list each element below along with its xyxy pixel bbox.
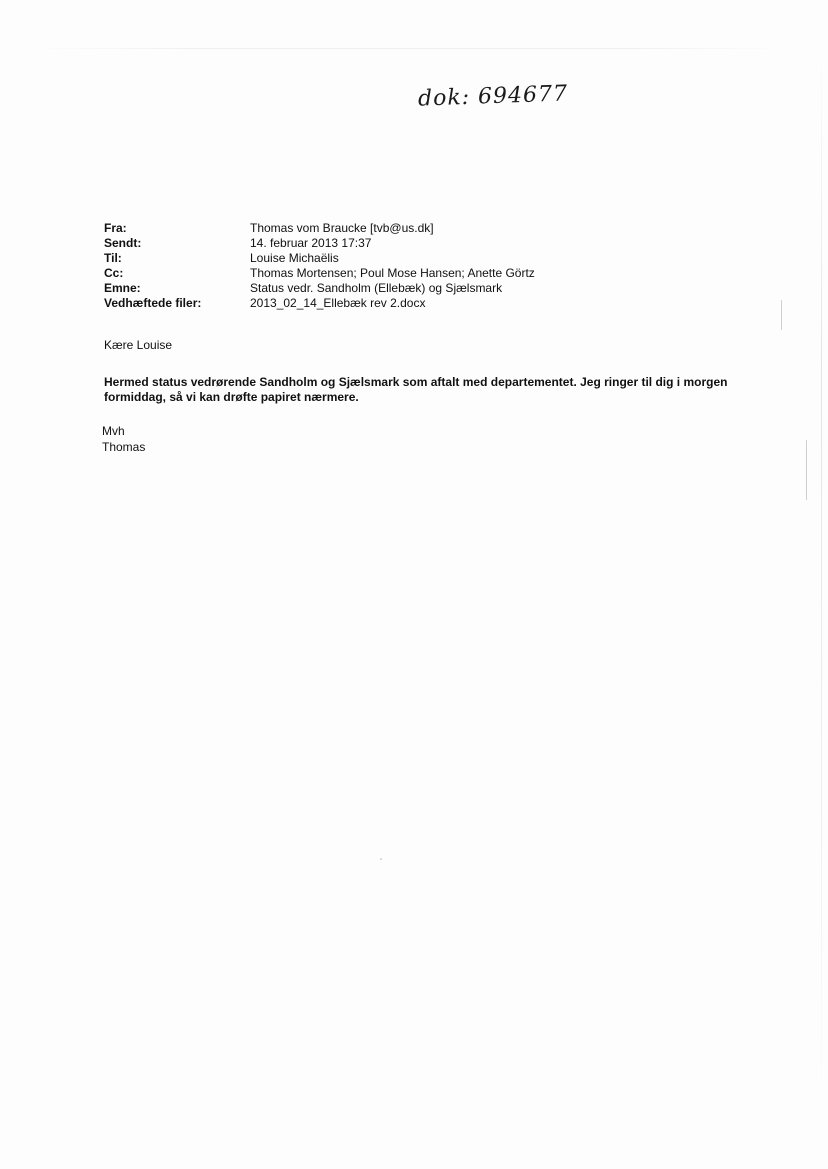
email-signoff [102,423,145,455]
header-label: Vedhæftede filer: [104,296,202,310]
header-value-subject: Status vedr. Sandholm (Ellebæk) og Sjælsmark [250,281,503,295]
header-row-cc [104,266,535,281]
header-label: Til: [104,251,122,265]
header-label: Fra: [104,221,127,235]
header-value-attachments: 2013_02_14_Ellebæk rev 2.docx [250,296,426,310]
email-body: Hermed status vedrørende Sandholm og Sjælsmark som aftalt med departementet. Jeg ringer til dig i morgen formiddag, så vi kan drøfte papiret nærmere. [104,375,728,404]
header-label: Cc: [104,266,124,280]
header-row-subject [104,281,535,296]
header-row-attachments [104,296,535,311]
header-row-from [104,221,535,236]
scan-speck [806,440,807,500]
header-value-sent: 14. februar 2013 17:37 [250,236,372,250]
handwritten-doc-number: dok: 694677 [417,81,569,112]
header-value-from: Thomas vom Braucke [tvb@us.dk] [250,221,434,235]
scan-speck [380,858,382,860]
header-row-sent [104,236,535,251]
header-label: Sendt: [104,236,142,250]
header-value-cc: Thomas Mortensen; Poul Mose Hansen; Anette Görtz [250,266,535,280]
email-headers [104,221,535,311]
header-value-to: Louise Michaëlis [250,251,339,265]
email-greeting: Kære Louise [104,338,173,352]
email-signature: Thomas [102,440,146,454]
scan-edge-top [30,48,790,49]
header-label: Emne: [104,281,141,295]
scan-edge-right [821,40,822,1120]
email-closing: Mvh [102,424,125,438]
header-row-to [104,251,535,266]
scan-speck [781,300,782,330]
